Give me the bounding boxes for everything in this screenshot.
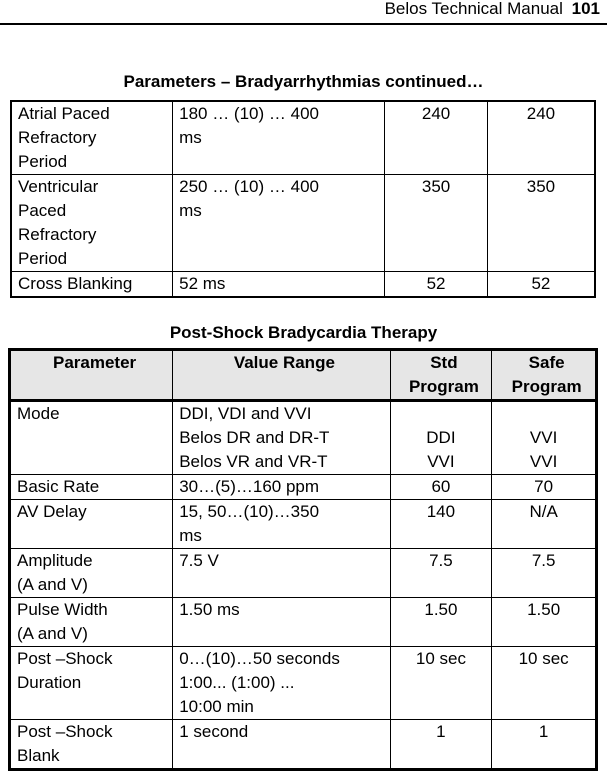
section-title-bradyarrhythmias: Parameters – Bradyarrhythmias continued… <box>123 72 484 91</box>
value-range-cell: 52 ms <box>173 272 385 298</box>
parameter-cell: Atrial Paced Refractory Period <box>11 101 173 175</box>
header-value-range: Value Range <box>173 350 390 401</box>
value-range-cell: 30…(5)…160 ppm <box>173 475 390 500</box>
value-range-cell: 1 second <box>173 720 390 770</box>
table-row <box>11 175 595 272</box>
value-range-cell: 1.50 ms <box>173 598 390 647</box>
std-program-cell: 7.5 <box>390 549 492 598</box>
safe-program-cell: 70 <box>492 475 597 500</box>
std-program-cell: 52 <box>385 272 488 298</box>
parameter-cell: Post –Shock Duration <box>10 647 173 720</box>
manual-title: Belos Technical Manual <box>384 0 563 18</box>
table-row <box>11 101 595 175</box>
safe-program-cell: 52 <box>487 272 595 298</box>
page-header <box>385 0 600 19</box>
value-range-cell: 180 … (10) … 400 ms <box>173 101 385 175</box>
bradyarrhythmias-table <box>10 100 596 298</box>
parameter-cell: Amplitude (A and V) <box>10 549 173 598</box>
page-number: 101 <box>571 0 600 18</box>
parameter-cell: Mode <box>10 401 173 475</box>
parameter-cell: Pulse Width (A and V) <box>10 598 173 647</box>
safe-program-cell: N/A <box>492 500 597 549</box>
table-header-row <box>10 350 597 401</box>
section-title-post-shock: Post-Shock Bradycardia Therapy <box>169 323 438 342</box>
std-program-cell: 10 sec <box>390 647 492 720</box>
header-rule <box>0 23 607 25</box>
safe-program-cell: 240 <box>487 101 595 175</box>
safe-program-cell: 10 sec <box>492 647 597 720</box>
std-program-cell: 1.50 <box>390 598 492 647</box>
value-range-cell: 250 … (10) … 400 ms <box>173 175 385 272</box>
table-row <box>11 272 595 298</box>
safe-program-cell: 1.50 <box>492 598 597 647</box>
table-row <box>10 598 597 647</box>
safe-program-cell: 7.5 <box>492 549 597 598</box>
std-program-cell: 350 <box>385 175 488 272</box>
table-row <box>10 500 597 549</box>
header-parameter: Parameter <box>10 350 173 401</box>
std-program-cell: 1 <box>390 720 492 770</box>
safe-program-cell: 350 <box>487 175 595 272</box>
table-row <box>10 549 597 598</box>
std-program-cell: DDI VVI <box>390 401 492 475</box>
value-range-cell: 0…(10)…50 seconds 1:00... (1:00) ... 10:00 min <box>173 647 390 720</box>
safe-program-cell: 1 <box>492 720 597 770</box>
value-range-cell: 7.5 V <box>173 549 390 598</box>
std-program-cell: 140 <box>390 500 492 549</box>
header-std-program: Std Program <box>390 350 492 401</box>
value-range-cell: DDI, VDI and VVI Belos DR and DR-T Belos VR and VR-T <box>173 401 390 475</box>
parameter-cell: Post –Shock Blank <box>10 720 173 770</box>
header-safe-program: Safe Program <box>492 350 597 401</box>
table-row <box>10 647 597 720</box>
table-row <box>10 401 597 475</box>
std-program-cell: 60 <box>390 475 492 500</box>
parameter-cell: Ventricular Paced Refractory Period <box>11 175 173 272</box>
table-row <box>10 475 597 500</box>
post-shock-table <box>8 348 598 771</box>
parameter-cell: Cross Blanking <box>11 272 173 298</box>
parameter-cell: Basic Rate <box>10 475 173 500</box>
value-range-cell: 15, 50…(10)…350 ms <box>173 500 390 549</box>
table-row <box>10 720 597 770</box>
safe-program-cell: VVI VVI <box>492 401 597 475</box>
std-program-cell: 240 <box>385 101 488 175</box>
parameter-cell: AV Delay <box>10 500 173 549</box>
